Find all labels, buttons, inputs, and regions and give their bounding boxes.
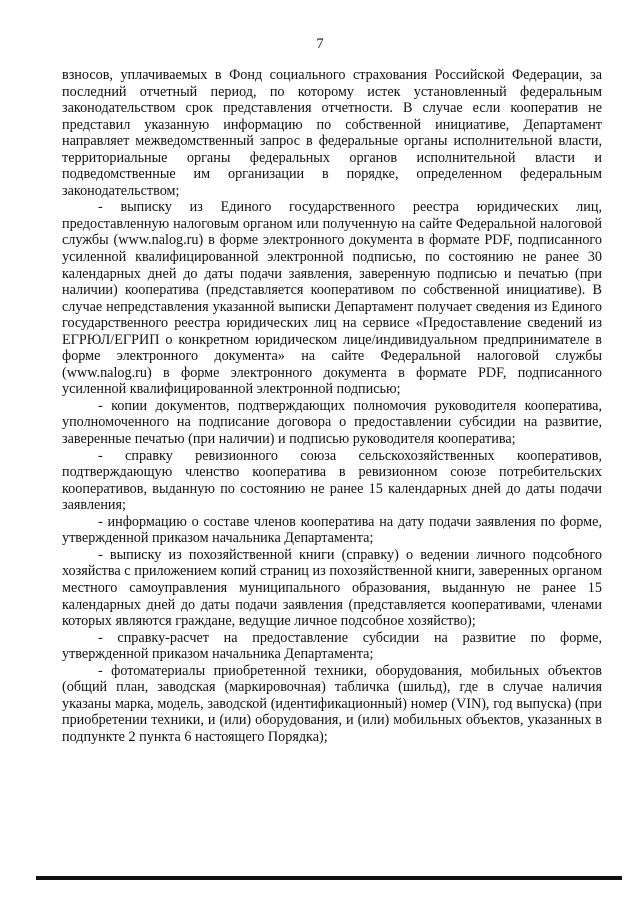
paragraph-photo-materials: - фотоматериалы приобретенной техники, оборудования, мобильных объектов (общий план, заводская (маркировочная) табличка (шильд), где в случае наличия указаны марка, модель, заводской (идентификационный) номер (VIN), год выпуска) (при приобретении техники, и (или) оборудования, и (или) мобильных объектов, указанных в подпункте 2 пункта 6 настоящего Порядка);: [62, 662, 602, 745]
paragraph-contributions-fss: взносов, уплачиваемых в Фонд социального страхования Российской Федерации, за последний отчетный период, по которому истек установленный федеральным законодательством срок представления отчетности. В случае если кооператив не представил указанную информацию по собственной инициативе, Департамент направляет межведомственный запрос в федеральные органы исполнительной власти, территориальные органы федеральных органов исполнительной власти и подведомственные им организации в порядке, определенном федеральным законодательством;: [62, 67, 602, 199]
bottom-rule: [36, 876, 622, 880]
paragraph-members-composition: - информацию о составе членов кооператива на дату подачи заявления по форме, утвержденной приказом начальника Департамента;: [62, 513, 602, 547]
paragraph-subsidy-calculation: - справку-расчет на предоставление субсидии на развитие по форме, утвержденной приказом начальника Департамента;: [62, 629, 602, 663]
paragraph-audit-union-certificate: - справку ревизионного союза сельскохозяйственных кооперативов, подтверждающую членство кооператива в ревизионном союзе потребительских кооперативов, выданную по состоянию не ранее 15 календарных дней до даты подачи заявления;: [62, 447, 602, 514]
page-number: 7: [316, 36, 324, 52]
paragraph-household-book-extract: - выписку из похозяйственной книги (справку) о ведении личного подсобного хозяйства с приложением копий страниц из похозяйственной книги, заверенных органом местного самоуправления муниципального образования, выданную не ранее 15 календарных дней до даты подачи заявления (представляется кооперативами, членами которых являются граждане, ведущие личное подсобное хозяйство);: [62, 546, 602, 630]
paragraph-authority-documents: - копии документов, подтверждающих полномочия руководителя кооператива, уполномоченного на подписание договора о предоставлении субсидии на развитие, заверенные печатью (при наличии) и подписью руководителя кооператива;: [62, 397, 602, 448]
document-body: [62, 67, 602, 745]
paragraph-egrul-extract: - выписку из Единого государственного реестра юридических лиц, предоставленную налоговым органом или полученную на сайте Федеральной налоговой службы (www.nalog.ru) в форме электронного документа в формате PDF, подписанного усиленной квалифицированной электронной подписью, по состоянию не ранее 30 календарных дней до даты подачи заявления, заверенную подписью и печатью (при наличии) кооператива (представляется кооперативом по собственной инициативе). В случае непредставления указанной выписки Департамент получает сведения из Единого государственного реестра юридических лиц на сервисе «Предоставление сведений из ЕГРЮЛ/ЕГРИП о конкретном юридическом лице/индивидуальном предпринимателе в форме электронного документа» на сайте Федеральной налоговой службы (www.nalog.ru) в форме электронного документа в формате PDF, подписанного усиленной квалифицированной электронной подписью;: [62, 199, 602, 398]
